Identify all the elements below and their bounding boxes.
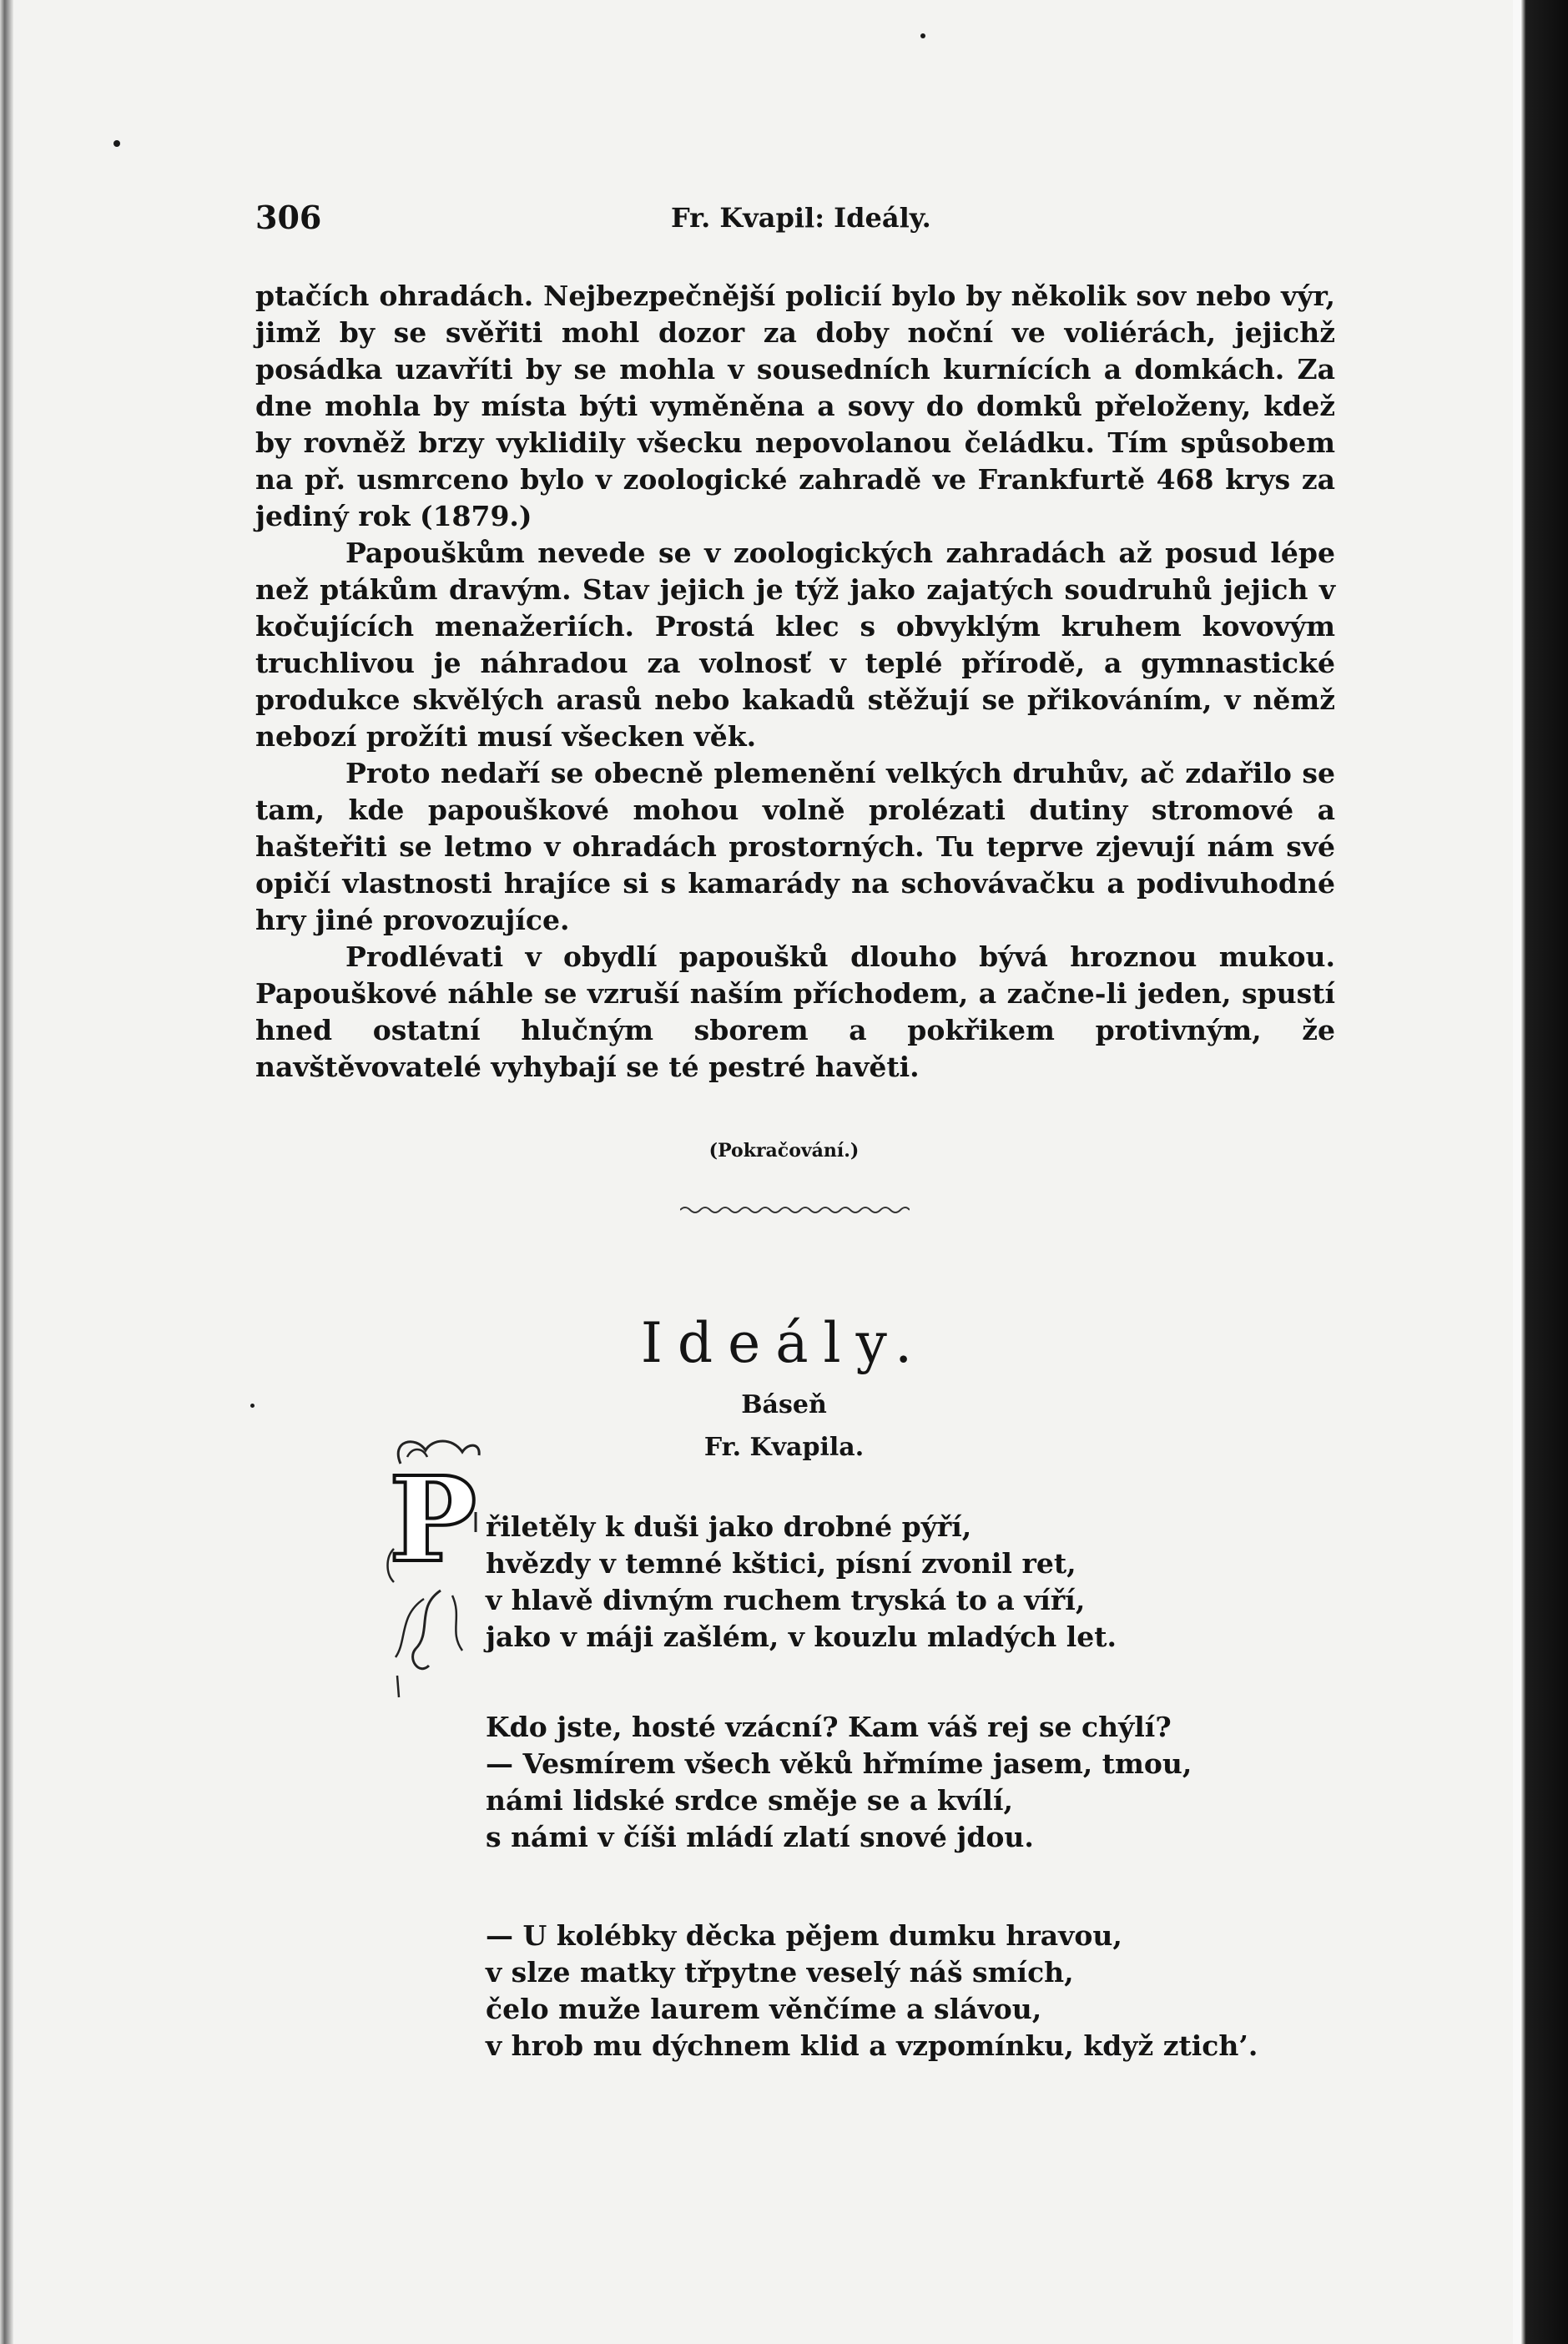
article-body xyxy=(255,278,1335,1086)
poem-stanza xyxy=(486,1918,1354,2064)
running-head: Fr. Kvapil: Ideály. xyxy=(671,202,931,234)
poem-line: hvězdy v temné kštici, písní zvonil ret, xyxy=(486,1547,1076,1580)
poem-line: v hrob mu dýchnem klid a vzpomínku, když ztich’. xyxy=(486,2029,1258,2062)
drop-cap-letter: P xyxy=(389,1452,477,1589)
page-number: 306 xyxy=(255,199,322,236)
poem-stanza xyxy=(486,1509,1354,1656)
poem-title: Ideály. xyxy=(640,1311,928,1375)
poem-stanza xyxy=(486,1709,1354,1856)
poem-line: — Vesmírem všech věků hřmíme jasem, tmou, xyxy=(486,1747,1192,1780)
poem-line: Kdo jste, hosté vzácní? Kam váš rej se chýlí? xyxy=(486,1711,1172,1743)
poem-line: čelo muže laurem věnčíme a slávou, xyxy=(486,1993,1042,2025)
paragraph: ptačích ohradách. Nejbezpečnější policií bylo by několik sov nebo výr, jimž by se svěřiti mohl dozor za doby noční ve voliérách, jejichž posádka uzavříti by se mohla v sousedních kurnících a domkách. Za dne mohla by místa býti vyměněna a sovy do domků přeloženy, kdež by rovněž brzy vyklidily všecku nepovolanou čeládku. Tím spůsobem na př. usmrceno bylo v zoologické zahradě ve Frankfurtě 468 krys za jediný rok (1879.) xyxy=(255,280,1335,532)
poem-line: námi lidské srdce směje se a kvílí, xyxy=(486,1784,1013,1817)
page-edge-gap xyxy=(1513,0,1521,2344)
poem-line: s námi v číši mládí zlatí snové jdou. xyxy=(486,1821,1034,1853)
poem-line: v slze matky třpytne veselý náš smích, xyxy=(486,1956,1074,1989)
paragraph: Papouškům nevede se v zoologických zahradách až posud lépe než ptákům dravým. Stav jejich je týž jako zajatých soudruhů jejich v kočujících menažeriích. Prostá klec s obvyklým kruhem kovovým truchlivou je náhradou za volnosť v teplé přírodě, a gymnastické produkce skvělých arasů nebo kakadů stěžují se přikováním, v němž nebozí prožíti musí všecken věk. xyxy=(255,537,1335,753)
scan-speck xyxy=(920,33,925,38)
poem-subtitle: Báseň xyxy=(741,1390,827,1419)
poem-line: jako v máji zašlém, v kouzlu mladých let. xyxy=(486,1621,1117,1653)
poem-line: — U kolébky děcka pějem dumku hravou, xyxy=(486,1919,1122,1952)
continued-note: (Pokračování.) xyxy=(708,1140,860,1162)
wavy-divider-icon xyxy=(680,1202,910,1218)
paragraph: Prodlévati v obydlí papoušků dlouho bývá hroznou mukou. Papouškové náhle se vzruší naším příchodem, a začne-li jeden, spustí hned ostatní hlučným sborem a pokřikem protivným, že navštěvovatelé vyhybají se té pestré havěti. xyxy=(255,940,1335,1083)
poem-line: v hlavě divným ruchem tryská to a víří, xyxy=(486,1584,1086,1616)
page-header xyxy=(255,199,1335,249)
poem-line: řiletěly k duši jako drobné pýří, xyxy=(486,1510,972,1543)
ornamental-drop-cap xyxy=(382,1432,491,1699)
page-edge-right xyxy=(1521,0,1568,2344)
scan-speck xyxy=(113,140,120,147)
poem-author: Fr. Kvapila. xyxy=(703,1433,865,1462)
paragraph: Proto nedaří se obecně plemenění velkých druhův, ač zdařilo se tam, kde papouškové mohou volně prolézati dutiny stromové a hašteřiti se letmo v ohradách prostorných. Tu teprve zjevují nám své opičí vlastnosti hrajíce si s kamarády na schovávačku a podivuhodné hry jiné provozujíce. xyxy=(255,757,1335,936)
page-edge-left xyxy=(0,0,13,2344)
